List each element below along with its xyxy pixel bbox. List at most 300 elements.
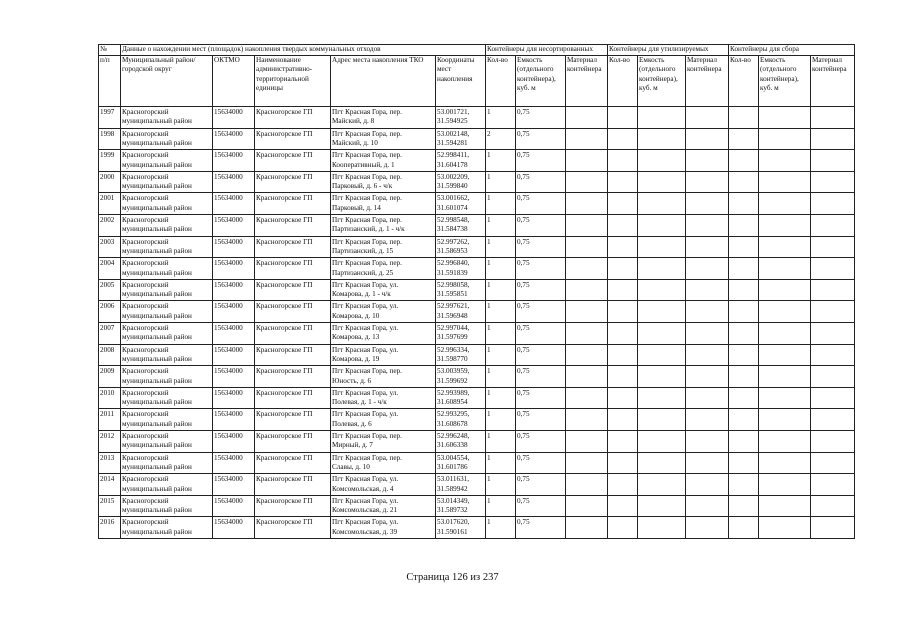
cell-coordinates-text: 53.004554, xyxy=(437,453,470,462)
cell-qty-text: 1 xyxy=(487,302,491,311)
cell-admin-unit-text: Красногорское ГП xyxy=(256,194,313,203)
cell-qty-recycle xyxy=(608,322,638,344)
cell-address xyxy=(331,128,436,150)
cell-admin-unit-text: Красногорское ГП xyxy=(256,302,313,311)
cell-qty-text: 1 xyxy=(487,518,491,527)
table-row xyxy=(99,193,855,215)
cell-material-recycle xyxy=(686,128,729,150)
cell-address-text: Пгт Красная Гора, пер. xyxy=(332,453,402,462)
table-row xyxy=(99,495,855,517)
cell-address xyxy=(331,344,436,366)
cell-admin-unit xyxy=(255,452,331,474)
cell-qty-collect xyxy=(729,387,759,409)
cell-capacity-text: 0,75 xyxy=(517,388,530,397)
cell-material-recycle xyxy=(686,366,729,388)
cell-material-recycle xyxy=(686,409,729,431)
cell-admin-unit-text: Красногорское ГП xyxy=(256,237,313,246)
cell-qty xyxy=(486,107,516,129)
cell-capacity-recycle xyxy=(638,430,686,452)
cell-coordinates-text: 31.606338 xyxy=(437,441,468,450)
cell-qty xyxy=(486,193,516,215)
cell-material-recycle xyxy=(686,301,729,323)
cell-oktmo xyxy=(213,279,255,301)
cell-coordinates-text: 31.594925 xyxy=(437,117,468,126)
cell-material xyxy=(566,193,608,215)
cell-capacity-collect xyxy=(759,409,811,431)
cell-capacity xyxy=(516,430,566,452)
cell-municipality xyxy=(121,128,213,150)
cell-capacity-recycle xyxy=(638,517,686,539)
cell-capacity-text: 0,75 xyxy=(517,280,530,289)
cell-municipality-text: муниципальный район xyxy=(122,484,192,493)
cell-coordinates-text: 53.014349, xyxy=(437,496,470,505)
cell-coordinates xyxy=(436,193,486,215)
cell-oktmo xyxy=(213,128,255,150)
cell-qty xyxy=(486,171,516,193)
cell-address-text: Пгт Красная Гора, пер. xyxy=(332,237,402,246)
cell-oktmo xyxy=(213,322,255,344)
cell-address-text: Пгт Красная Гора, ул. xyxy=(332,518,399,527)
table-row xyxy=(99,279,855,301)
cell-qty-text: 1 xyxy=(487,367,491,376)
cell-address xyxy=(331,171,436,193)
cell-municipality-text: муниципальный район xyxy=(122,354,192,363)
cell-address xyxy=(331,214,436,236)
cell-number-text: 2001 xyxy=(100,194,115,203)
cell-admin-unit xyxy=(255,301,331,323)
cell-number xyxy=(99,128,121,150)
cell-coordinates-text: 31.601074 xyxy=(437,203,468,212)
cell-admin-unit-text: Красногорское ГП xyxy=(256,280,313,289)
cell-admin-unit-text: Красногорское ГП xyxy=(256,345,313,354)
cell-address-text: Пгт Красная Гора, ул. xyxy=(332,410,399,419)
cell-material-collect xyxy=(811,322,855,344)
cell-number xyxy=(99,279,121,301)
cell-admin-unit xyxy=(255,495,331,517)
cell-capacity-text: 0,75 xyxy=(517,518,530,527)
cell-oktmo xyxy=(213,150,255,172)
cell-qty-collect xyxy=(729,193,759,215)
cell-qty xyxy=(486,409,516,431)
cell-municipality-text: муниципальный район xyxy=(122,506,192,515)
table-row xyxy=(99,214,855,236)
cell-capacity xyxy=(516,517,566,539)
cell-material-collect xyxy=(811,344,855,366)
cell-material xyxy=(566,258,608,280)
cell-coordinates-text: 31.590161 xyxy=(437,527,468,536)
cell-address-text: Пгт Красная Гора, пер. xyxy=(332,194,402,203)
cell-material-collect xyxy=(811,495,855,517)
cell-oktmo-text: 15634000 xyxy=(214,302,243,311)
cell-qty-collect xyxy=(729,495,759,517)
header-capacity-collect: Емкость (отдельного контейнера), куб. м xyxy=(759,56,811,107)
cell-qty-recycle xyxy=(608,366,638,388)
cell-qty-collect xyxy=(729,517,759,539)
cell-coordinates-text: 31.608954 xyxy=(437,398,468,407)
cell-municipality-text: муниципальный район xyxy=(122,139,192,147)
cell-coordinates xyxy=(436,322,486,344)
cell-oktmo-text: 15634000 xyxy=(214,453,243,462)
cell-address-text: Пгт Красная Гора, пер. xyxy=(332,367,402,376)
cell-capacity xyxy=(516,214,566,236)
header-qty-recycle: Кол-во xyxy=(608,56,638,107)
cell-qty-collect xyxy=(729,279,759,301)
cell-number xyxy=(99,452,121,474)
cell-coordinates-text: 31.608678 xyxy=(437,419,468,428)
cell-coordinates xyxy=(436,474,486,496)
cell-municipality-text: муниципальный район xyxy=(122,376,192,385)
cell-admin-unit-text: Красногорское ГП xyxy=(256,323,313,332)
cell-material-recycle xyxy=(686,452,729,474)
cell-qty-recycle xyxy=(608,517,638,539)
cell-material xyxy=(566,366,608,388)
cell-municipality-text: Красногорский xyxy=(122,215,169,224)
header-municipality: Муниципальный район/городской округ xyxy=(121,56,213,107)
cell-capacity-collect xyxy=(759,279,811,301)
cell-address-text: Пгт Красная Гора, ул. xyxy=(332,475,399,484)
cell-oktmo-text: 15634000 xyxy=(214,410,243,419)
cell-coordinates xyxy=(436,236,486,258)
cell-admin-unit xyxy=(255,387,331,409)
cell-municipality xyxy=(121,322,213,344)
cell-material xyxy=(566,474,608,496)
cell-address-text: Партизанский, д. 1 - ч/к xyxy=(332,225,405,234)
cell-coordinates-text: 52.993295, xyxy=(437,410,470,419)
cell-material-collect xyxy=(811,430,855,452)
cell-capacity-text: 0,75 xyxy=(517,237,530,246)
cell-coordinates-text: 52.996840, xyxy=(437,259,470,268)
cell-municipality xyxy=(121,517,213,539)
cell-qty-recycle xyxy=(608,279,638,301)
cell-capacity xyxy=(516,193,566,215)
cell-qty xyxy=(486,128,516,150)
cell-capacity xyxy=(516,322,566,344)
cell-municipality-text: муниципальный район xyxy=(122,182,192,191)
cell-material xyxy=(566,236,608,258)
cell-admin-unit-text: Красногорское ГП xyxy=(256,259,313,268)
cell-coordinates xyxy=(436,128,486,150)
cell-material-recycle xyxy=(686,430,729,452)
cell-capacity-recycle xyxy=(638,150,686,172)
cell-number-text: 2005 xyxy=(100,280,115,289)
cell-municipality-text: муниципальный район xyxy=(122,333,192,342)
cell-material xyxy=(566,128,608,150)
cell-capacity-recycle xyxy=(638,193,686,215)
cell-capacity-recycle xyxy=(638,452,686,474)
cell-material-collect xyxy=(811,301,855,323)
cell-number-text: 2011 xyxy=(100,410,115,419)
cell-material-recycle xyxy=(686,344,729,366)
cell-qty-text: 1 xyxy=(487,410,491,419)
cell-capacity xyxy=(516,150,566,172)
cell-material-recycle xyxy=(686,150,729,172)
table-row xyxy=(99,236,855,258)
cell-number-text: 2008 xyxy=(100,345,115,354)
cell-material-recycle xyxy=(686,322,729,344)
cell-coordinates-text: 31.591839 xyxy=(437,268,468,277)
cell-municipality-text: Красногорский xyxy=(122,237,169,246)
cell-oktmo xyxy=(213,430,255,452)
cell-address-text: Пгт Красная Гора, ул. xyxy=(332,323,399,332)
cell-capacity-collect xyxy=(759,107,811,129)
cell-address xyxy=(331,452,436,474)
cell-municipality-text: Красногорский xyxy=(122,151,169,160)
cell-material-recycle xyxy=(686,214,729,236)
cell-municipality-text: муниципальный район xyxy=(122,160,192,169)
cell-material-collect xyxy=(811,474,855,496)
cell-number-text: 2009 xyxy=(100,367,115,376)
cell-number-text: 2004 xyxy=(100,259,115,268)
cell-admin-unit xyxy=(255,236,331,258)
cell-capacity-recycle xyxy=(638,409,686,431)
cell-capacity-text: 0,75 xyxy=(517,108,530,116)
cell-coordinates xyxy=(436,171,486,193)
cell-address-text: Комсомольская, д. 21 xyxy=(332,506,398,515)
cell-address xyxy=(331,301,436,323)
cell-qty-collect xyxy=(729,258,759,280)
cell-municipality xyxy=(121,150,213,172)
cell-oktmo xyxy=(213,236,255,258)
header-material-unsorted: Материал контейнера xyxy=(566,56,608,107)
cell-municipality xyxy=(121,171,213,193)
header-capacity-unsorted: Емкость (отдельного контейнера), куб. м xyxy=(516,56,566,107)
cell-capacity-recycle xyxy=(638,344,686,366)
cell-qty-text: 1 xyxy=(487,172,491,181)
table-row xyxy=(99,301,855,323)
cell-qty-collect xyxy=(729,430,759,452)
header-group-unsorted: Контейнеры для несортированных xyxy=(486,45,608,56)
cell-coordinates-text: 52.998548, xyxy=(437,215,470,224)
cell-coordinates-text: 52.997262, xyxy=(437,237,470,246)
cell-qty-text: 1 xyxy=(487,237,491,246)
cell-material-recycle xyxy=(686,107,729,129)
cell-qty-recycle xyxy=(608,430,638,452)
cell-coordinates-text: 31.589732 xyxy=(437,506,468,515)
cell-admin-unit-text: Красногорское ГП xyxy=(256,215,313,224)
cell-capacity-recycle xyxy=(638,107,686,129)
cell-number xyxy=(99,495,121,517)
cell-municipality xyxy=(121,214,213,236)
cell-number xyxy=(99,236,121,258)
cell-number xyxy=(99,214,121,236)
cell-oktmo xyxy=(213,409,255,431)
cell-qty-recycle xyxy=(608,452,638,474)
cell-coordinates-text: 31.604178 xyxy=(437,160,468,169)
cell-number xyxy=(99,150,121,172)
cell-coordinates-text: 31.589942 xyxy=(437,484,468,493)
cell-address-text: Пгт Красная Гора, пер. xyxy=(332,151,402,160)
cell-number xyxy=(99,193,121,215)
cell-address xyxy=(331,258,436,280)
cell-capacity-collect xyxy=(759,301,811,323)
header-oktmo: ОКТМО xyxy=(213,56,255,107)
cell-municipality-text: Красногорский xyxy=(122,172,169,181)
cell-number-text: 1998 xyxy=(100,129,115,138)
cell-capacity-text: 0,75 xyxy=(517,367,530,376)
cell-material xyxy=(566,107,608,129)
cell-coordinates-text: 53.001662, xyxy=(437,194,470,203)
cell-capacity-text: 0,75 xyxy=(517,215,530,224)
cell-municipality xyxy=(121,366,213,388)
cell-qty-collect xyxy=(729,236,759,258)
cell-municipality xyxy=(121,301,213,323)
cell-qty-recycle xyxy=(608,150,638,172)
cell-municipality-text: муниципальный район xyxy=(122,117,192,126)
cell-admin-unit-text: Красногорское ГП xyxy=(256,410,313,419)
cell-address-text: Пгт Красная Гора, ул. xyxy=(332,496,399,505)
cell-admin-unit xyxy=(255,344,331,366)
cell-coordinates-text: 52.996334, xyxy=(437,345,470,354)
cell-municipality-text: муниципальный район xyxy=(122,398,192,407)
cell-qty-collect xyxy=(729,322,759,344)
cell-municipality-text: Красногорский xyxy=(122,345,169,354)
header-np: п/п xyxy=(99,56,121,107)
cell-capacity-collect xyxy=(759,150,811,172)
cell-number-text: 2002 xyxy=(100,215,115,224)
cell-capacity-text: 0,75 xyxy=(517,151,530,160)
cell-admin-unit-text: Красногорское ГП xyxy=(256,172,313,181)
cell-material-collect xyxy=(811,279,855,301)
cell-admin-unit xyxy=(255,279,331,301)
cell-qty-text: 2 xyxy=(487,129,491,138)
cell-municipality-text: муниципальный район xyxy=(122,311,192,320)
cell-address-text: Пгт Красная Гора, ул. xyxy=(332,345,399,354)
cell-capacity-recycle xyxy=(638,171,686,193)
cell-admin-unit-text: Красногорское ГП xyxy=(256,496,313,505)
cell-capacity-recycle xyxy=(638,258,686,280)
cell-admin-unit xyxy=(255,128,331,150)
cell-qty-text: 1 xyxy=(487,194,491,203)
cell-oktmo-text: 15634000 xyxy=(214,215,243,224)
cell-capacity xyxy=(516,128,566,150)
cell-capacity-recycle xyxy=(638,495,686,517)
header-admin-unit: Наименование административно-территориальной единицы xyxy=(255,56,331,107)
cell-oktmo-text: 15634000 xyxy=(214,475,243,484)
cell-material-recycle xyxy=(686,474,729,496)
cell-coordinates xyxy=(436,517,486,539)
cell-qty-text: 1 xyxy=(487,259,491,268)
cell-number-text: 2007 xyxy=(100,323,115,332)
table-row xyxy=(99,452,855,474)
cell-coordinates-text: 52.998411, xyxy=(437,151,470,160)
header-group-recycle: Контейнеры для утилизируемых xyxy=(608,45,729,56)
cell-number xyxy=(99,430,121,452)
cell-admin-unit xyxy=(255,171,331,193)
cell-municipality-text: Красногорский xyxy=(122,431,169,440)
cell-address xyxy=(331,107,436,129)
cell-address-text: Комсомольская, д. 4 xyxy=(332,484,394,493)
cell-material-collect xyxy=(811,452,855,474)
cell-qty-recycle xyxy=(608,409,638,431)
cell-address xyxy=(331,193,436,215)
cell-address-text: Комарова, д. 10 xyxy=(332,311,380,320)
cell-address-text: Пгт Красная Гора, ул. xyxy=(332,280,399,289)
cell-oktmo-text: 15634000 xyxy=(214,496,243,505)
table-row xyxy=(99,409,855,431)
cell-capacity-collect xyxy=(759,236,811,258)
cell-address-text: Мирный, д. 7 xyxy=(332,441,373,450)
cell-capacity-recycle xyxy=(638,474,686,496)
cell-coordinates-text: 53.003959, xyxy=(437,367,470,376)
cell-address xyxy=(331,279,436,301)
cell-capacity-text: 0,75 xyxy=(517,431,530,440)
cell-capacity-collect xyxy=(759,430,811,452)
cell-address xyxy=(331,150,436,172)
cell-qty-recycle xyxy=(608,236,638,258)
cell-qty xyxy=(486,344,516,366)
cell-oktmo-text: 15634000 xyxy=(214,108,243,116)
cell-coordinates xyxy=(436,107,486,129)
cell-qty-text: 1 xyxy=(487,280,491,289)
header-group-collect: Контейнеры для сбора xyxy=(729,45,855,56)
cell-qty-text: 1 xyxy=(487,215,491,224)
cell-coordinates-text: 52.997621, xyxy=(437,302,470,311)
cell-oktmo-text: 15634000 xyxy=(214,151,243,160)
table-body xyxy=(99,107,855,539)
cell-coordinates-text: 52.998058, xyxy=(437,280,470,289)
cell-qty-collect xyxy=(729,344,759,366)
cell-address-text: Пгт Красная Гора, пер. xyxy=(332,129,402,138)
cell-municipality-text: муниципальный район xyxy=(122,527,192,536)
cell-address xyxy=(331,322,436,344)
cell-coordinates-text: 31.594281 xyxy=(437,139,468,147)
cell-coordinates xyxy=(436,214,486,236)
cell-qty-text: 1 xyxy=(487,388,491,397)
cell-address-text: Полевая, д. 6 xyxy=(332,419,372,428)
cell-coordinates xyxy=(436,409,486,431)
table-row xyxy=(99,322,855,344)
cell-qty-recycle xyxy=(608,214,638,236)
cell-municipality-text: муниципальный район xyxy=(122,462,192,471)
cell-address xyxy=(331,474,436,496)
cell-oktmo-text: 15634000 xyxy=(214,129,243,138)
cell-municipality xyxy=(121,452,213,474)
cell-oktmo xyxy=(213,344,255,366)
table-row xyxy=(99,517,855,539)
cell-material xyxy=(566,452,608,474)
cell-oktmo-text: 15634000 xyxy=(214,345,243,354)
cell-material-collect xyxy=(811,214,855,236)
cell-capacity-text: 0,75 xyxy=(517,323,530,332)
cell-municipality-text: муниципальный район xyxy=(122,441,192,450)
cell-capacity xyxy=(516,366,566,388)
cell-address-text: Пгт Красная Гора, пер. xyxy=(332,215,402,224)
table-row xyxy=(99,387,855,409)
cell-address xyxy=(331,366,436,388)
cell-number-text: 2003 xyxy=(100,237,115,246)
cell-capacity xyxy=(516,301,566,323)
cell-capacity-recycle xyxy=(638,366,686,388)
table-header xyxy=(99,45,855,107)
cell-municipality xyxy=(121,430,213,452)
cell-qty-collect xyxy=(729,452,759,474)
cell-qty xyxy=(486,236,516,258)
cell-oktmo xyxy=(213,193,255,215)
table-row xyxy=(99,474,855,496)
cell-capacity-text: 0,75 xyxy=(517,172,530,181)
cell-capacity-recycle xyxy=(638,301,686,323)
cell-capacity-text: 0,75 xyxy=(517,345,530,354)
cell-capacity xyxy=(516,236,566,258)
cell-material-collect xyxy=(811,107,855,129)
cell-oktmo xyxy=(213,387,255,409)
cell-oktmo-text: 15634000 xyxy=(214,280,243,289)
cell-material-recycle xyxy=(686,495,729,517)
header-material-recycle: Материал контейнера xyxy=(686,56,729,107)
cell-material-recycle xyxy=(686,171,729,193)
cell-material-recycle xyxy=(686,279,729,301)
cell-oktmo-text: 15634000 xyxy=(214,367,243,376)
